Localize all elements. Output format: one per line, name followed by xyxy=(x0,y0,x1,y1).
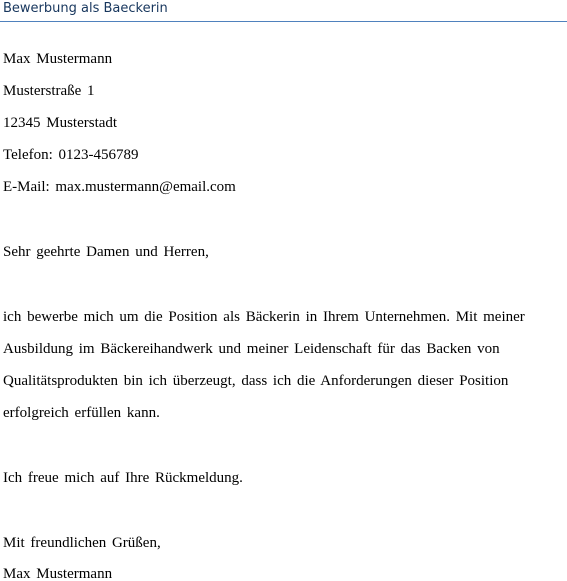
paragraph-line: ich bewerbe mich um die Position als Bäckerin in Ihrem Unternehmen. Mit meiner xyxy=(3,309,525,325)
paragraph-line: Ausbildung im Bäckereihandwerk und meiner Leidenschaft für das Backen von xyxy=(3,341,500,357)
greeting: Mit freundlichen Grüßen, xyxy=(3,535,161,551)
closing-sentence: Ich freue mich auf Ihre Rückmeldung. xyxy=(3,470,243,486)
sender-email: E-Mail: max.mustermann@email.com xyxy=(3,179,236,195)
signature: Max Mustermann xyxy=(3,566,113,581)
sender-city: 12345 Musterstadt xyxy=(3,115,118,131)
document-title: Bewerbung als Baeckerin xyxy=(3,1,168,16)
document-header xyxy=(0,0,567,22)
sender-phone: Telefon: 0123-456789 xyxy=(3,147,139,163)
paragraph-line: Qualitätsprodukten bin ich überzeugt, dass ich die Anforderungen dieser Position xyxy=(3,373,509,389)
sender-name: Max Mustermann xyxy=(3,51,113,67)
sender-street: Musterstraße 1 xyxy=(3,83,95,99)
paragraph-line: erfolgreich erfüllen kann. xyxy=(3,405,160,421)
salutation: Sehr geehrte Damen und Herren, xyxy=(3,244,209,260)
